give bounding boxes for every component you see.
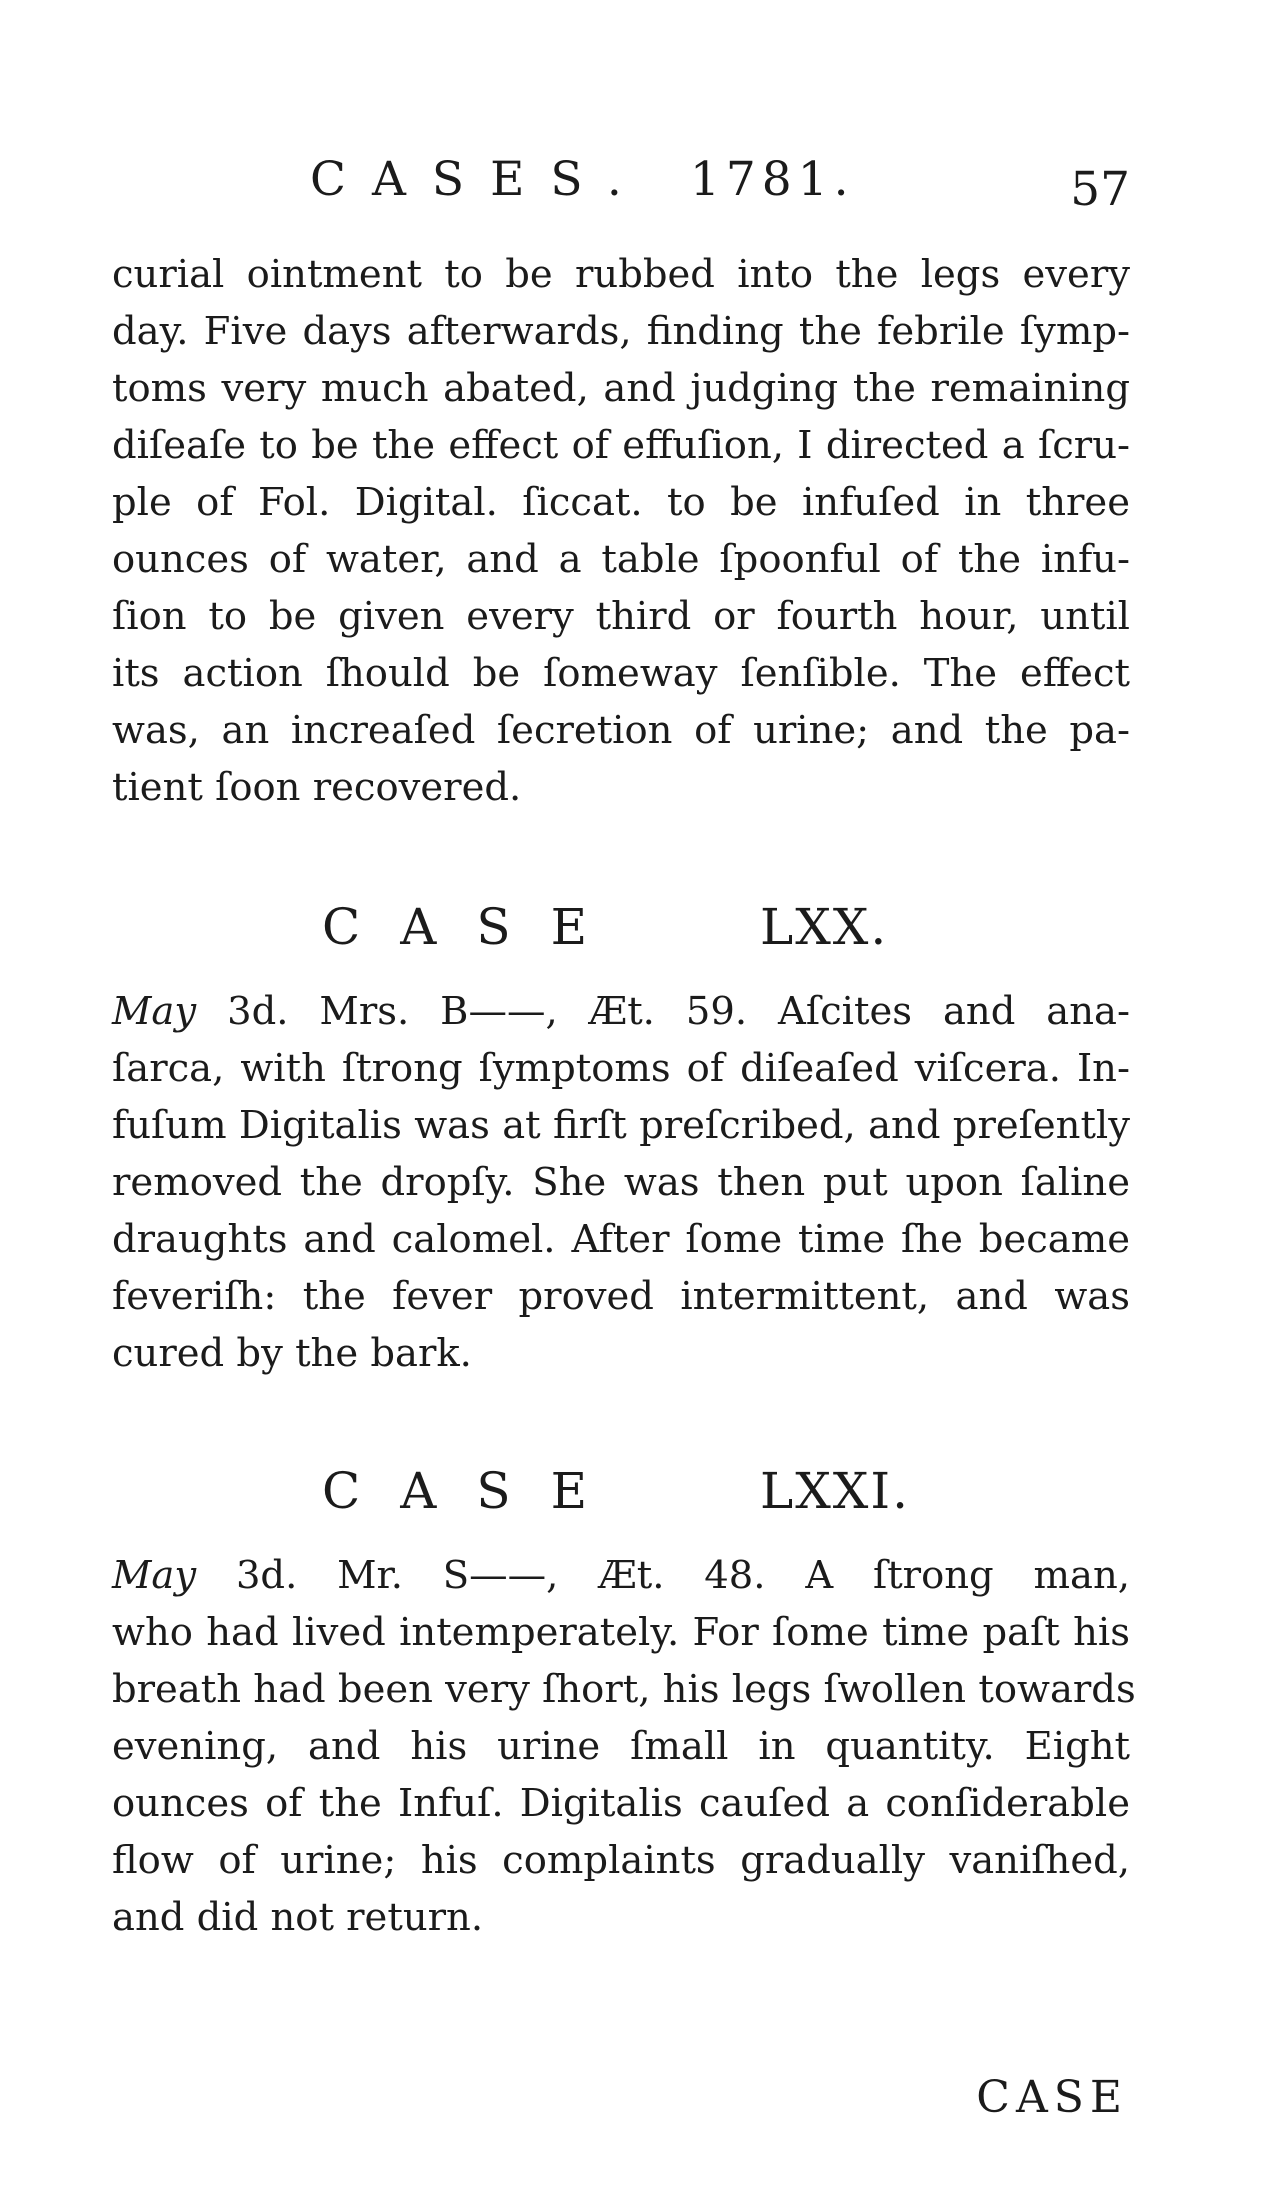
case-first-line xyxy=(112,983,1130,1040)
text-line: was, an increaſed ſecretion of urine; and the pa- xyxy=(112,708,1130,753)
case-date-month: May xyxy=(112,1553,197,1598)
text-line: diſeaſe to be the effect of effuſion, I directed a ſcru- xyxy=(112,423,1130,468)
case-heading-number: LXX. xyxy=(760,898,889,956)
text-line: ple of Fol. Digital. ſiccat. to be infuſed in three xyxy=(112,480,1130,525)
text-line: tient ſoon recovered. xyxy=(112,765,522,810)
case-heading-word: CASE xyxy=(322,1462,628,1520)
text-line: cured by the bark. xyxy=(112,1331,472,1376)
running-head-year: 1781. xyxy=(690,152,855,207)
text-line: toms very much abated, and judging the remaining xyxy=(112,366,1130,411)
text-line: ſarca, with ſtrong ſymptoms of diſeaſed viſcera. In- xyxy=(112,1046,1130,1091)
text-line: breath had been very ſhort, his legs ſwollen towards xyxy=(112,1667,1136,1712)
text-line: fuſum Digitalis was at firſt preſcribed, and preſently xyxy=(112,1103,1130,1148)
running-head xyxy=(310,152,1130,222)
case-first-line xyxy=(112,1547,1130,1604)
text-line: ounces of water, and a table ſpoonful of the infu- xyxy=(112,537,1130,582)
case-lxx-heading xyxy=(0,892,1288,962)
case-first-line-text: 3d. Mrs. B——, Æt. 59. Aſcites and ana- xyxy=(196,989,1130,1034)
case-heading-number: LXXI. xyxy=(760,1462,911,1520)
text-line: flow of urine; his complaints gradually vaniſhed, xyxy=(112,1838,1130,1883)
text-line: ſion to be given every third or fourth hour, until xyxy=(112,594,1130,639)
page-number: 57 xyxy=(1070,162,1130,217)
text-line: day. Five days afterwards, finding the febrile ſymp- xyxy=(112,309,1130,354)
text-line: ounces of the Infuſ. Digitalis cauſed a conſiderable xyxy=(112,1781,1130,1826)
case-date-month: May xyxy=(112,989,197,1034)
text-line: who had lived intemperately. For ſome time paſt his xyxy=(112,1610,1130,1655)
text-line: feveriſh: the fever proved intermittent, and was xyxy=(112,1274,1130,1319)
case-heading-word: CASE xyxy=(322,898,628,956)
text-line: removed the dropſy. She was then put upon ſaline xyxy=(112,1160,1130,1205)
case-lxxi-heading xyxy=(0,1456,1288,1526)
text-line: draughts and calomel. After ſome time ſhe became xyxy=(112,1217,1130,1262)
running-head-title: CASES. xyxy=(310,152,648,207)
text-line: and did not return. xyxy=(112,1895,484,1940)
text-line: evening, and his urine ſmall in quantity. Eight xyxy=(112,1724,1130,1769)
text-line: curial ointment to be rubbed into the legs every xyxy=(112,252,1130,297)
text-line: its action ſhould be ſomeway ſenſible. The effect xyxy=(112,651,1130,696)
catchword: CASE xyxy=(976,2072,1128,2123)
case-first-line-text: 3d. Mr. S——, Æt. 48. A ſtrong man, xyxy=(196,1553,1130,1598)
